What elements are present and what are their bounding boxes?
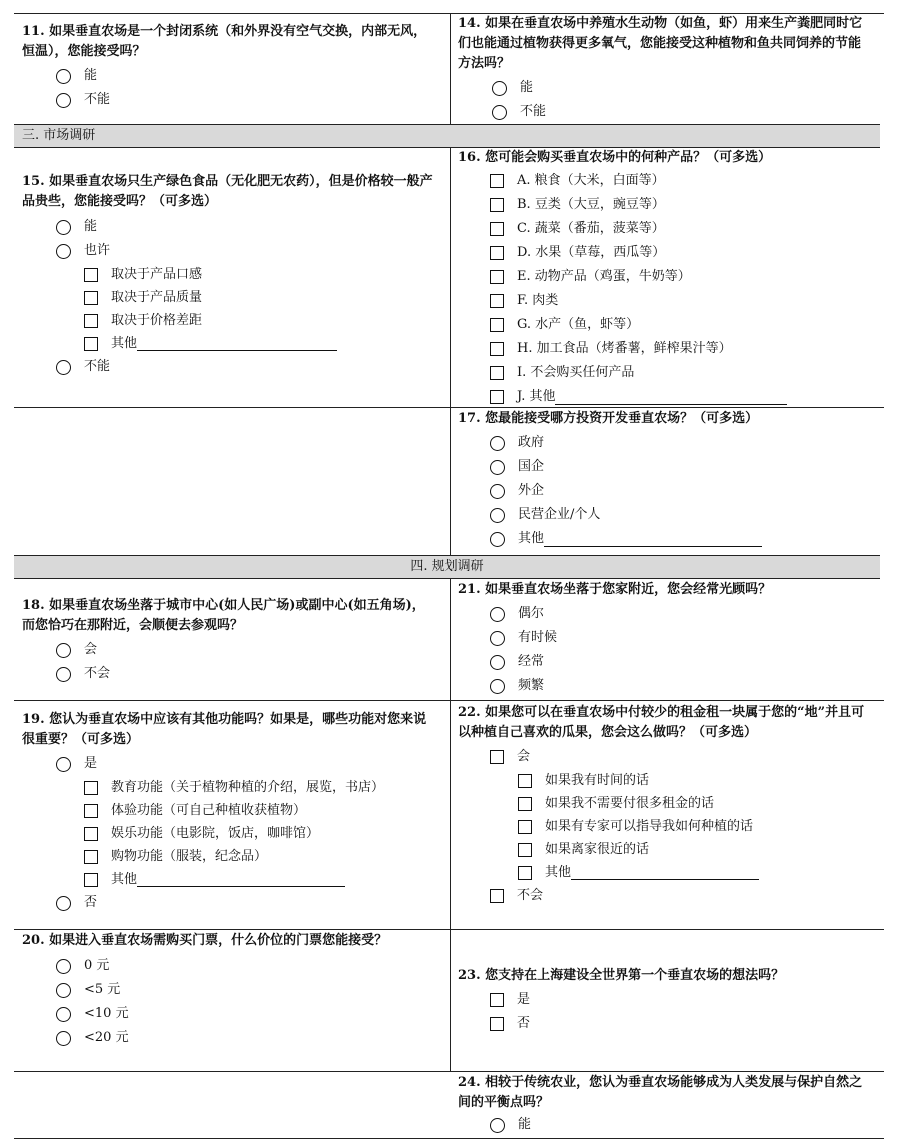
radio-button[interactable]: [56, 1031, 71, 1046]
option[interactable]: 不能: [56, 355, 437, 379]
question-title: 18. 如果垂直农场坐落于城市中心(如人民广场)或副中心(如五角场)，而您恰巧在那附近，会顺便去参观吗？: [22, 598, 425, 633]
checkbox[interactable]: [490, 366, 504, 380]
checkbox[interactable]: [490, 750, 504, 764]
rule: [14, 929, 884, 930]
option[interactable]: 不会: [490, 884, 873, 908]
checkbox[interactable]: [490, 270, 504, 284]
checkbox[interactable]: [490, 246, 504, 260]
option[interactable]: 偶尔: [490, 602, 873, 626]
radio-button[interactable]: [490, 436, 505, 451]
option[interactable]: 会: [490, 745, 873, 769]
option[interactable]: 经常: [490, 650, 873, 674]
radio-button[interactable]: [56, 896, 71, 911]
question-15: [22, 172, 437, 379]
question-title: 22. 如果您可以在垂直农场中付较少的租金租一块属于您的“地”并且可以种植自己喜欢的瓜果，您会这么做吗？（可多选）: [458, 705, 865, 740]
question-18: [22, 596, 437, 686]
question-24: [458, 1073, 873, 1136]
radio-button[interactable]: [490, 607, 505, 622]
radio-button[interactable]: [492, 81, 507, 96]
radio-button[interactable]: [56, 757, 71, 772]
checkbox[interactable]: [84, 291, 98, 305]
option[interactable]: 会: [56, 638, 437, 662]
question-22: [458, 703, 873, 908]
column-divider: [450, 147, 451, 555]
column-divider: [450, 13, 451, 124]
question-17: [458, 409, 873, 551]
option[interactable]: C. 蔬菜（番茄，菠菜等）: [490, 217, 873, 241]
question-title: 16. 您可能会购买垂直农场中的何种产品？（可多选）: [458, 150, 772, 165]
section-header-market: [14, 124, 880, 148]
radio-button[interactable]: [490, 532, 505, 547]
option[interactable]: 0 元: [56, 954, 437, 978]
option[interactable]: <20 元: [56, 1026, 437, 1050]
radio-button[interactable]: [490, 460, 505, 475]
option[interactable]: A. 粮食（大米，白面等）: [490, 169, 873, 193]
checkbox[interactable]: [490, 1017, 504, 1031]
radio-button[interactable]: [490, 508, 505, 523]
checkbox[interactable]: [518, 866, 532, 880]
option[interactable]: G. 水产（鱼，虾等）: [490, 313, 873, 337]
question-23: [458, 966, 873, 1036]
sub-option[interactable]: 购物功能（服装，纪念品）: [84, 845, 437, 868]
sub-option[interactable]: 如果我不需要付很多租金的话: [518, 792, 873, 815]
checkbox[interactable]: [490, 889, 504, 903]
option[interactable]: <10 元: [56, 1002, 437, 1026]
checkbox[interactable]: [490, 390, 504, 404]
question-title: 20. 如果进入垂直农场需购买门票，什么价位的门票您能接受？: [22, 933, 388, 948]
radio-button[interactable]: [490, 484, 505, 499]
radio-button[interactable]: [56, 360, 71, 375]
checkbox[interactable]: [490, 342, 504, 356]
other-input[interactable]: [137, 872, 345, 887]
sub-option[interactable]: 如果有专家可以指导我如何种植的话: [518, 815, 873, 838]
question-16: [458, 148, 873, 409]
option[interactable]: 国企: [490, 455, 873, 479]
question-19: [22, 710, 437, 915]
checkbox[interactable]: [84, 314, 98, 328]
question-title: 14. 如果在垂直农场中养殖水生动物（如鱼，虾）用来生产粪肥同时它们也能通过植物获得更多氧气，您能接受这种植物和鱼共同饲养的节能方法吗？: [458, 16, 863, 71]
option[interactable]: 民营企业/个人: [490, 503, 873, 527]
option-other[interactable]: J. 其他: [490, 385, 873, 409]
section-header-planning: [14, 555, 880, 579]
question-21: [458, 580, 873, 698]
column-divider: [450, 577, 451, 1071]
checkbox[interactable]: [490, 222, 504, 236]
option[interactable]: E. 动物产品（鸡蛋，牛奶等）: [490, 265, 873, 289]
sub-option[interactable]: 取决于产品口感: [84, 263, 437, 286]
checkbox[interactable]: [84, 268, 98, 282]
option[interactable]: 也许: [56, 239, 437, 263]
section-title: 四. 规划调研: [410, 559, 484, 574]
checkbox[interactable]: [490, 993, 504, 1007]
option[interactable]: I. 不会购买任何产品: [490, 361, 873, 385]
radio-button[interactable]: [56, 1007, 71, 1022]
checkbox[interactable]: [518, 797, 532, 811]
question-title: 11. 如果垂直农场是一个封闭系统（和外界没有空气交换，内部无风，恒温），您能接受吗？: [22, 24, 427, 59]
sub-option-other[interactable]: 其他: [84, 332, 437, 355]
other-input[interactable]: [137, 336, 337, 351]
option[interactable]: 是: [56, 752, 437, 776]
question-title: 17. 您最能接受哪方投资开发垂直农场？（可多选）: [458, 411, 759, 426]
sub-option-other[interactable]: 其他: [84, 868, 437, 891]
option[interactable]: 政府: [490, 431, 873, 455]
other-input[interactable]: [571, 865, 759, 880]
checkbox[interactable]: [84, 781, 98, 795]
checkbox[interactable]: [84, 873, 98, 887]
option[interactable]: 能: [56, 64, 437, 88]
question-11: [22, 22, 437, 112]
checkbox[interactable]: [518, 774, 532, 788]
question-14: [458, 14, 873, 124]
sub-option-other[interactable]: 其他: [518, 861, 873, 884]
radio-button[interactable]: [56, 983, 71, 998]
sub-option[interactable]: 如果离家很近的话: [518, 838, 873, 861]
sub-option[interactable]: 体验功能（可自己种植收获植物）: [84, 799, 437, 822]
option[interactable]: 否: [490, 1012, 873, 1036]
option[interactable]: 能: [490, 1114, 873, 1136]
option[interactable]: 否: [56, 891, 437, 915]
checkbox[interactable]: [490, 294, 504, 308]
rule: [14, 700, 884, 701]
checkbox[interactable]: [84, 827, 98, 841]
option[interactable]: 有时候: [490, 626, 873, 650]
checkbox[interactable]: [518, 820, 532, 834]
radio-button[interactable]: [56, 667, 71, 682]
checkbox[interactable]: [490, 318, 504, 332]
radio-button[interactable]: [490, 679, 505, 694]
rule: [14, 1071, 884, 1072]
radio-button[interactable]: [56, 220, 71, 235]
option[interactable]: 是: [490, 988, 873, 1012]
option[interactable]: D. 水果（草莓，西瓜等）: [490, 241, 873, 265]
checkbox[interactable]: [490, 174, 504, 188]
option[interactable]: <5 元: [56, 978, 437, 1002]
section-title: 三. 市场调研: [22, 128, 96, 143]
other-input[interactable]: [544, 532, 762, 547]
question-title: 24. 相较于传统农业，您认为垂直农场能够成为人类发展与保护自然之间的平衡点吗？: [458, 1075, 863, 1110]
option[interactable]: 外企: [490, 479, 873, 503]
radio-button[interactable]: [56, 244, 71, 259]
radio-button[interactable]: [490, 1118, 505, 1133]
checkbox[interactable]: [84, 850, 98, 864]
option[interactable]: H. 加工食品（烤番薯，鲜榨果汁等）: [490, 337, 873, 361]
radio-button[interactable]: [490, 631, 505, 646]
option-other[interactable]: 其他: [490, 527, 873, 551]
sub-option[interactable]: 取决于产品质量: [84, 286, 437, 309]
checkbox[interactable]: [84, 337, 98, 351]
question-title: 21. 如果垂直农场坐落于您家附近，您会经常光顾吗？: [458, 582, 772, 597]
radio-button[interactable]: [56, 69, 71, 84]
rule: [14, 1138, 884, 1139]
question-title: 19. 您认为垂直农场中应该有其他功能吗？如果是，哪些功能对您来说很重要？（可多选）: [22, 712, 427, 747]
option[interactable]: 不能: [56, 88, 437, 112]
radio-button[interactable]: [56, 643, 71, 658]
option[interactable]: 不能: [492, 100, 873, 124]
radio-button[interactable]: [492, 105, 507, 120]
other-input[interactable]: [555, 390, 787, 405]
question-title: 23. 您支持在上海建设全世界第一个垂直农场的想法吗？: [458, 968, 785, 983]
radio-button[interactable]: [56, 93, 71, 108]
sub-option[interactable]: 取决于价格差距: [84, 309, 437, 332]
option[interactable]: B. 豆类（大豆，豌豆等）: [490, 193, 873, 217]
checkbox[interactable]: [518, 843, 532, 857]
option[interactable]: 频繁: [490, 674, 873, 698]
option[interactable]: 不会: [56, 662, 437, 686]
sub-option[interactable]: 如果我有时间的话: [518, 769, 873, 792]
option[interactable]: 能: [56, 215, 437, 239]
sub-option[interactable]: 教育功能（关于植物种植的介绍，展览，书店）: [84, 776, 437, 799]
checkbox[interactable]: [490, 198, 504, 212]
radio-button[interactable]: [490, 655, 505, 670]
option[interactable]: F. 肉类: [490, 289, 873, 313]
question-20: [22, 931, 437, 1050]
question-title: 15. 如果垂直农场只生产绿色食品（无化肥无农药），但是价格较一般产品贵些，您能接受吗？（可多选）: [22, 174, 433, 209]
sub-option[interactable]: 娱乐功能（电影院，饭店，咖啡馆）: [84, 822, 437, 845]
checkbox[interactable]: [84, 804, 98, 818]
radio-button[interactable]: [56, 959, 71, 974]
option[interactable]: 能: [492, 76, 873, 100]
